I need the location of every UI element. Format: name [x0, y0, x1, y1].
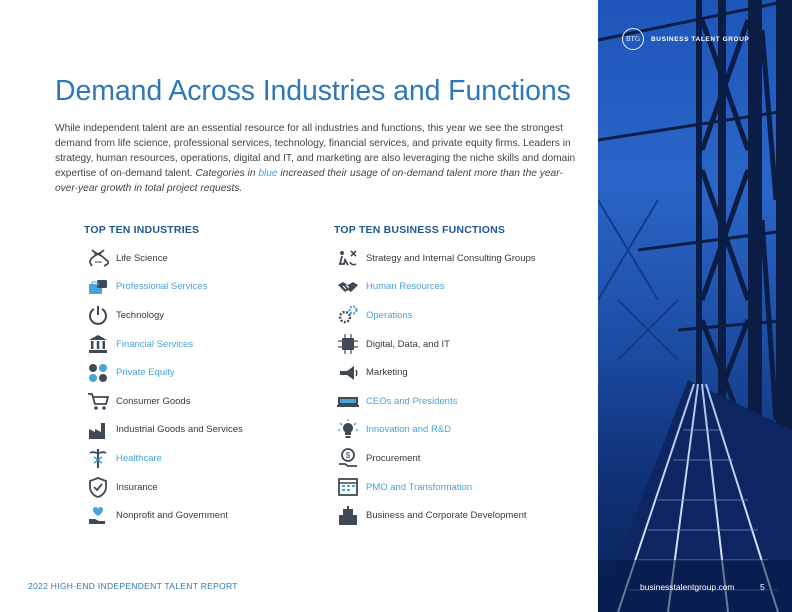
- industry-label: Professional Services: [116, 281, 208, 293]
- industry-label: Healthcare: [116, 452, 162, 464]
- industry-item: [84, 301, 243, 330]
- report-title-footer: 2022 HIGH-END INDEPENDENT TALENT REPORT: [28, 581, 238, 591]
- coins-icon: [84, 362, 111, 384]
- function-item: [334, 501, 536, 530]
- industry-item: [84, 244, 243, 273]
- function-item: [334, 473, 536, 502]
- nameplate-icon: [334, 390, 361, 412]
- function-label: Business and Corporate Development: [366, 510, 527, 522]
- factory-icon: [84, 419, 111, 441]
- bank-icon: [84, 333, 111, 355]
- function-label: CEOs and Presidents: [366, 395, 458, 407]
- industry-item: [84, 273, 243, 302]
- dna-icon: [84, 247, 111, 269]
- heart-hand-icon: [84, 505, 111, 527]
- industry-item: [84, 358, 243, 387]
- function-label: Procurement: [366, 452, 421, 464]
- function-item: [334, 416, 536, 445]
- function-label: Marketing: [366, 367, 408, 379]
- page-title: Demand Across Industries and Functions: [55, 75, 571, 107]
- industry-label: Life Science: [116, 252, 168, 264]
- caduceus-icon: [84, 447, 111, 469]
- lightbulb-icon: [334, 419, 361, 441]
- page-number: 5: [760, 582, 765, 592]
- industry-label: Private Equity: [116, 367, 175, 379]
- function-label: Digital, Data, and IT: [366, 338, 450, 350]
- intro-note-pre: Categories in: [195, 168, 259, 180]
- functions-list: [334, 244, 536, 530]
- building-icon: [334, 505, 361, 527]
- function-item: [334, 244, 536, 273]
- brand-name: BUSINESS TALENT GROUP: [651, 35, 750, 43]
- intro-note-blue: blue: [258, 168, 278, 180]
- strategy-icon: [334, 247, 361, 269]
- industry-label: Nonprofit and Government: [116, 510, 228, 522]
- handshake-icon: [334, 276, 361, 298]
- procurement-icon: [334, 447, 361, 469]
- intro-text: While independent talent are an essential resource for all industries and functions, this year we see the strongest demand from life science, professional services, technology, financial services, and private equity firms. Leaders in strategy, human resources, operations, digital and IT, and marketing are also leveraging the niche skills and domain expertise of on-demand talent.: [55, 123, 576, 180]
- functions-heading: TOP TEN BUSINESS FUNCTIONS: [334, 224, 506, 236]
- function-label: Strategy and Internal Consulting Groups: [366, 252, 536, 264]
- industries-list: [84, 244, 243, 530]
- shield-icon: [84, 476, 111, 498]
- briefcase-icon: [84, 276, 111, 298]
- megaphone-icon: [334, 362, 361, 384]
- bridge-photo: [598, 0, 792, 612]
- website-link[interactable]: businesstalentgroup.com: [640, 582, 735, 592]
- industry-item: [84, 501, 243, 530]
- function-label: Innovation and R&D: [366, 424, 452, 436]
- industry-item: [84, 330, 243, 359]
- intro-note-post: increased their usage of on-demand talent more than the year-over-year growth in total project requests.: [55, 168, 563, 195]
- industry-label: Financial Services: [116, 338, 194, 350]
- function-item: [334, 358, 536, 387]
- cart-icon: [84, 390, 111, 412]
- industries-column: [84, 224, 243, 530]
- industries-heading: TOP TEN INDUSTRIES: [84, 224, 200, 236]
- function-label: PMO and Transformation: [366, 481, 473, 493]
- power-icon: [84, 304, 111, 326]
- functions-column: [334, 224, 536, 530]
- calendar-icon: [334, 476, 361, 498]
- function-item: [334, 444, 536, 473]
- industry-label: Insurance: [116, 481, 158, 493]
- industry-item: [84, 416, 243, 445]
- function-item: [334, 301, 536, 330]
- function-item: [334, 387, 536, 416]
- gears-icon: [334, 304, 361, 326]
- industry-label: Consumer Goods: [116, 395, 191, 407]
- industry-item: [84, 473, 243, 502]
- industry-item: [84, 387, 243, 416]
- function-label: Operations: [366, 309, 413, 321]
- chip-icon: [334, 333, 361, 355]
- industry-label: Technology: [116, 309, 165, 321]
- brand-logo: [622, 28, 749, 50]
- function-label: Human Resources: [366, 281, 445, 293]
- function-item: [334, 273, 536, 302]
- logo-mark: BTG: [622, 28, 644, 50]
- bridge-illustration: [598, 0, 792, 612]
- industry-label: Industrial Goods and Services: [116, 424, 243, 436]
- svg-text:$: $: [345, 451, 350, 461]
- industry-item: [84, 444, 243, 473]
- function-item: [334, 330, 536, 359]
- intro-paragraph: [55, 121, 585, 196]
